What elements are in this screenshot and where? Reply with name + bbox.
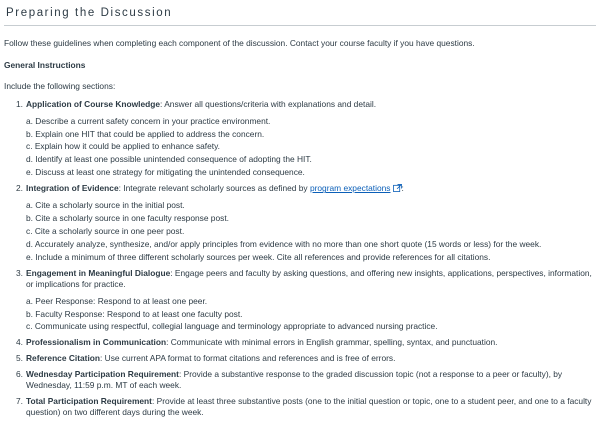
section-title: Integration of Evidence [26, 183, 119, 194]
sections-list [4, 99, 596, 418]
section-number: 5. [16, 353, 23, 364]
section-text: : Use current APA format to format citations and references and is free of errors. [100, 353, 396, 364]
sub-item: b. Cite a scholarly source in one faculty response post. [26, 213, 229, 224]
section-number: 4. [16, 337, 23, 348]
section-number: 2. [16, 183, 23, 194]
section-item [16, 337, 596, 348]
sub-list [26, 116, 596, 179]
sub-item: a. Describe a current safety concern in your practice environment. [26, 115, 271, 126]
sub-item: c. Explain how it could be applied to enhance safety. [26, 141, 220, 152]
external-link-icon[interactable] [393, 184, 402, 192]
section-title: Professionalism in Communication [26, 337, 167, 348]
section-item [16, 369, 596, 391]
page-title: Preparing the Discussion [6, 7, 173, 19]
section-text: : Engage peers and faculty by asking questions, and offering new insights, applications, perspectives, information, or implications for practice. [26, 267, 592, 289]
section-text: : Answer all questions/criteria with explanations and detail. [160, 98, 377, 109]
sub-item: a. Cite a scholarly source in the initial post. [26, 200, 185, 211]
section-item [16, 98, 596, 179]
general-instructions-heading: General Instructions [4, 59, 86, 70]
section-item [16, 267, 596, 333]
section-number: 1. [16, 98, 23, 109]
sub-item: d. Identify at least one possible unintended consequence of adopting the HIT. [26, 154, 312, 165]
section-number: 6. [16, 369, 23, 380]
page-header [4, 0, 596, 26]
sub-list [26, 200, 596, 263]
section-title: Total Participation Requirement [26, 396, 152, 407]
sub-item: e. Include a minimum of three different scholarly sources per week. Cite all references and provide references for all citations. [26, 251, 491, 262]
section-title: Reference Citation [26, 353, 100, 364]
section-text: : Provide a substantive response to the graded discussion topic (not a response to a peer or faculty), by Wednesday, 11:59 p.m. MT of each week. [26, 369, 563, 391]
section-title: Engagement in Meaningful Dialogue [26, 267, 171, 278]
include-sections-text: Include the following sections: [4, 80, 116, 91]
section-title: Application of Course Knowledge [26, 98, 161, 109]
sub-list [26, 296, 596, 333]
sub-item: b. Faculty Response: Respond to at least one faculty post. [26, 308, 243, 319]
section-text-after: : [401, 183, 404, 194]
sub-item: e. Discuss at least one strategy for mitigating the unintended consequence. [26, 167, 305, 178]
section-title: Wednesday Participation Requirement [26, 369, 179, 380]
section-number: 3. [16, 267, 23, 278]
sub-item: b. Explain one HIT that could be applied to address the concern. [26, 128, 265, 139]
sub-item: c. Communicate using respectful, collegial language and terminology appropriate to advanced nursing practice. [26, 321, 438, 332]
section-item [16, 353, 596, 364]
section-text: : Communicate with minimal errors in English grammar, spelling, syntax, and punctuation. [166, 337, 498, 348]
section-number: 7. [16, 396, 23, 407]
section-item [16, 396, 596, 418]
section-text: : Provide at least three substantive posts (one to the initial question or topic, one to a student peer, and one to a faculty question) on two different days during the week. [26, 396, 592, 417]
intro-text: Follow these guidelines when completing each component of the discussion. Contact your course faculty if you have questions. [4, 37, 475, 48]
section-text: : Integrate relevant scholarly sources as defined by [118, 183, 308, 194]
section-item [16, 183, 596, 263]
sub-item: d. Accurately analyze, synthesize, and/or apply principles from evidence with no more than one short quote (15 words or less) for the week. [26, 238, 542, 249]
sub-item: a. Peer Response: Respond to at least one peer. [26, 295, 208, 306]
program-expectations-link[interactable]: program expectations [309, 183, 391, 194]
sub-item: c. Cite a scholarly source in one peer post. [26, 226, 185, 236]
